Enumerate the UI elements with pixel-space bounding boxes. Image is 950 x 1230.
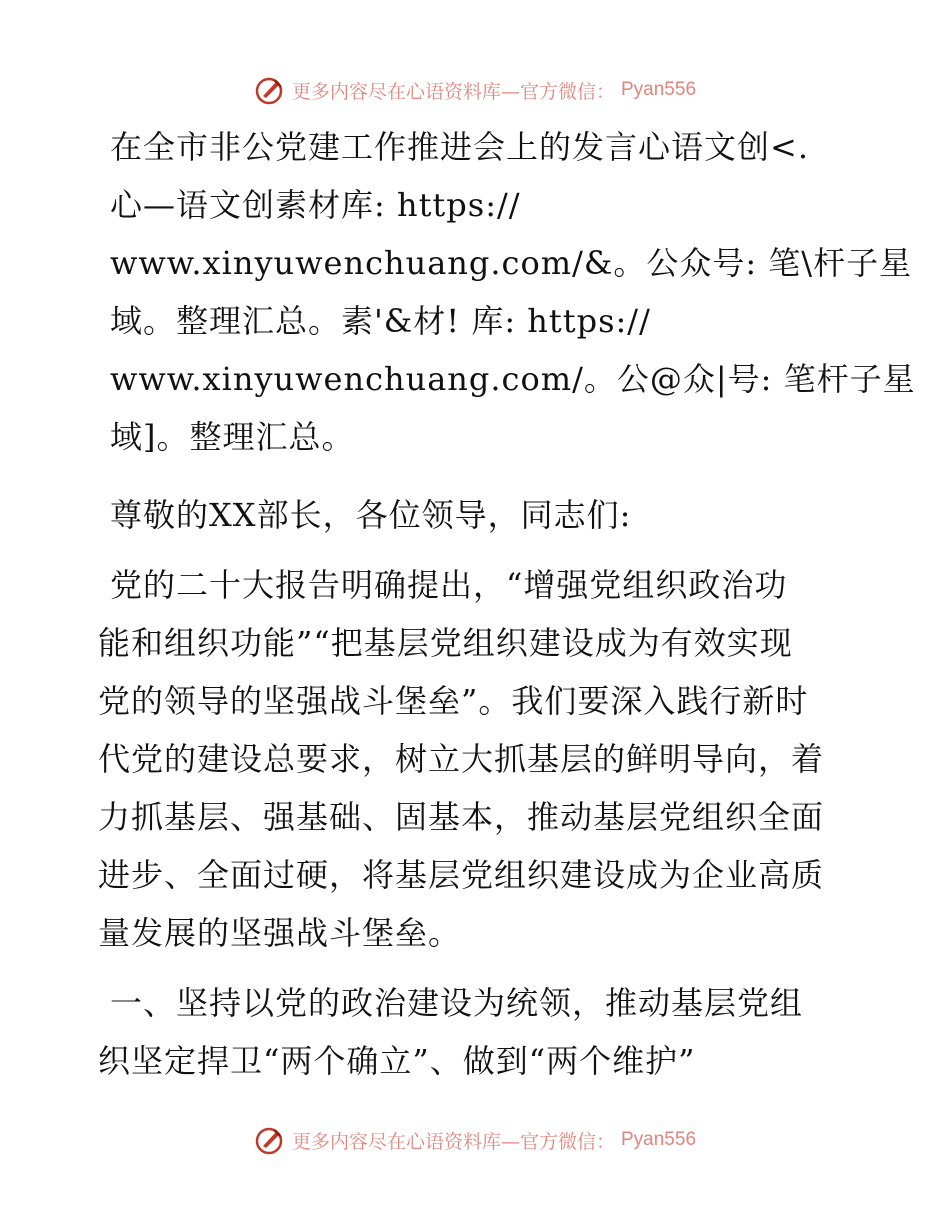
pen-circle-logo-icon — [254, 1124, 286, 1156]
title-line: www.xinyuwenchuang.com/。公@众|号: 笔杆子星 — [110, 360, 916, 398]
section-heading-line: 一、坚持以党的政治建设为统领，推动基层党组 — [110, 984, 804, 1022]
section-heading-line: 织坚定捍卫“两个确立”、做到“两个维护” — [98, 1042, 696, 1080]
document-body — [98, 118, 916, 1090]
section-heading — [98, 974, 858, 1090]
body-line: 进步、全面过硬，将基层党组织建设成为企业高质 — [98, 856, 825, 894]
salutation-text: 尊敬的XX部长，各位领导，同志们: — [110, 496, 632, 534]
title-line: 心—语文创素材库: https:// — [110, 186, 521, 224]
watermark-text: 更多内容尽在心语资料库—官方微信： — [291, 80, 615, 103]
body-line: 代党的建设总要求，树立大抓基层的鲜明导向，着 — [98, 740, 825, 778]
title-line: 域。整理汇总。素'&材! 库: https:// — [110, 302, 651, 340]
body-line: 党的二十大报告明确提出，“增强党组织政治功 — [110, 566, 788, 604]
watermark-handle: Pyan556 — [621, 79, 697, 100]
watermark-banner-bottom — [0, 1120, 950, 1160]
watermark-text: 更多内容尽在心语资料库—官方微信： — [291, 1130, 615, 1153]
watermark-banner-top — [0, 70, 950, 110]
body-line: 能和组织功能”“把基层党组织建设成为有效实现 — [98, 624, 793, 662]
title-line: 在全市非公党建工作推进会上的发言心语文创<. — [110, 128, 809, 166]
title-line: 域]。整理汇总。 — [110, 418, 355, 456]
salutation — [98, 486, 858, 544]
pen-circle-logo-icon — [254, 74, 286, 106]
title-line: www.xinyuwenchuang.com/&。公众号: 笔\杆子星 — [110, 244, 913, 282]
body-line: 党的领导的坚强战斗堡垒”。我们要深入践行新时 — [98, 682, 809, 720]
body-paragraph — [98, 556, 858, 962]
document-title-block — [98, 118, 916, 466]
body-line: 量发展的坚强战斗堡垒。 — [98, 914, 462, 952]
watermark-handle: Pyan556 — [621, 1129, 697, 1150]
body-line: 力抓基层、强基础、固基本，推动基层党组织全面 — [98, 798, 825, 836]
watermark-content — [254, 1124, 696, 1156]
watermark-content — [254, 74, 696, 106]
